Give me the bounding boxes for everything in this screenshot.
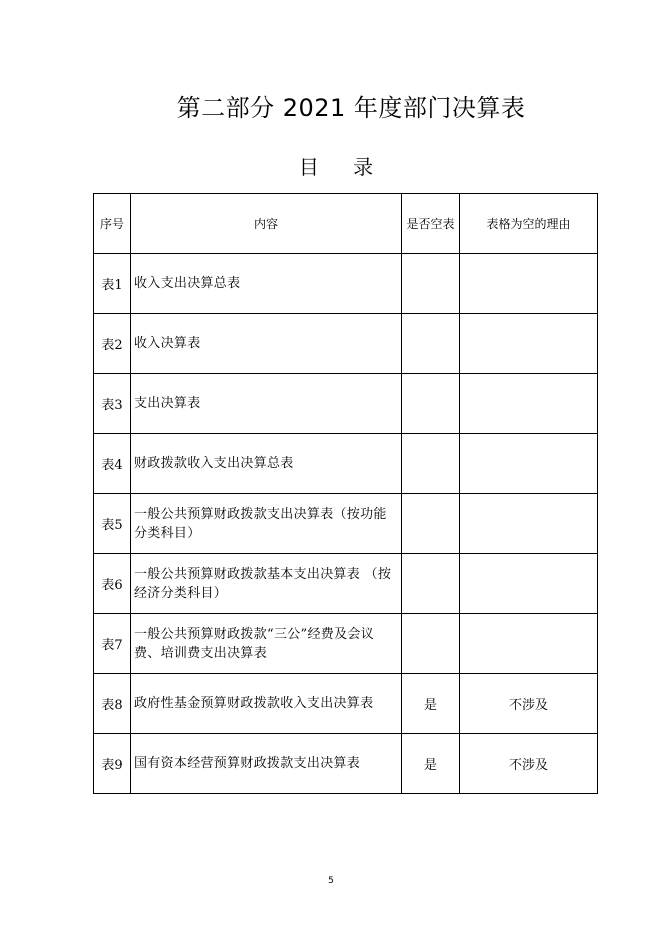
row-is-empty (402, 614, 460, 674)
row-content: 财政拨款收入支出决算总表 (131, 434, 402, 494)
row-content: 收入决算表 (131, 314, 402, 374)
table-header-row (94, 194, 598, 254)
row-seq: 表6 (94, 554, 131, 614)
table-row (94, 494, 598, 554)
row-reason (460, 434, 598, 494)
header-reason: 表格为空的理由 (460, 194, 598, 254)
row-seq: 表7 (94, 614, 131, 674)
row-content: 一般公共预算财政拨款基本支出决算表 （按经济分类科目） (131, 554, 402, 614)
row-reason (460, 614, 598, 674)
row-seq: 表5 (94, 494, 131, 554)
table-row (94, 734, 598, 794)
table-row (94, 434, 598, 494)
page-number: 5 (328, 876, 334, 886)
toc-table (93, 193, 598, 794)
row-seq: 表1 (94, 254, 131, 314)
row-seq: 表9 (94, 734, 131, 794)
row-is-empty (402, 494, 460, 554)
row-seq: 表8 (94, 674, 131, 734)
table-row (94, 254, 598, 314)
row-seq: 表4 (94, 434, 131, 494)
row-is-empty (402, 374, 460, 434)
row-seq: 表2 (94, 314, 131, 374)
row-is-empty (402, 434, 460, 494)
row-is-empty (402, 314, 460, 374)
row-is-empty: 是 (402, 734, 460, 794)
row-reason (460, 254, 598, 314)
row-reason: 不涉及 (460, 674, 598, 734)
row-content: 一般公共预算财政拨款支出决算表（按功能分类科目） (131, 494, 402, 554)
table-row (94, 554, 598, 614)
table-row (94, 314, 598, 374)
header-is-empty: 是否空表 (402, 194, 460, 254)
row-is-empty (402, 554, 460, 614)
row-content: 收入支出决算总表 (131, 254, 402, 314)
header-content: 内容 (131, 194, 402, 254)
header-seq: 序号 (94, 194, 131, 254)
row-seq: 表3 (94, 374, 131, 434)
table-row (94, 614, 598, 674)
toc-heading: 目 录 (298, 155, 388, 179)
page-title: 第二部分 2021 年度部门决算表 (176, 94, 526, 122)
table-row (94, 674, 598, 734)
row-content: 政府性基金预算财政拨款收入支出决算表 (131, 674, 402, 734)
row-content: 国有资本经营预算财政拨款支出决算表 (131, 734, 402, 794)
row-content: 支出决算表 (131, 374, 402, 434)
row-content: 一般公共预算财政拨款“三公”经费及会议费、培训费支出决算表 (131, 614, 402, 674)
row-is-empty: 是 (402, 674, 460, 734)
table-row (94, 374, 598, 434)
row-reason (460, 554, 598, 614)
row-reason (460, 314, 598, 374)
row-reason (460, 494, 598, 554)
row-reason: 不涉及 (460, 734, 598, 794)
row-is-empty (402, 254, 460, 314)
row-reason (460, 374, 598, 434)
